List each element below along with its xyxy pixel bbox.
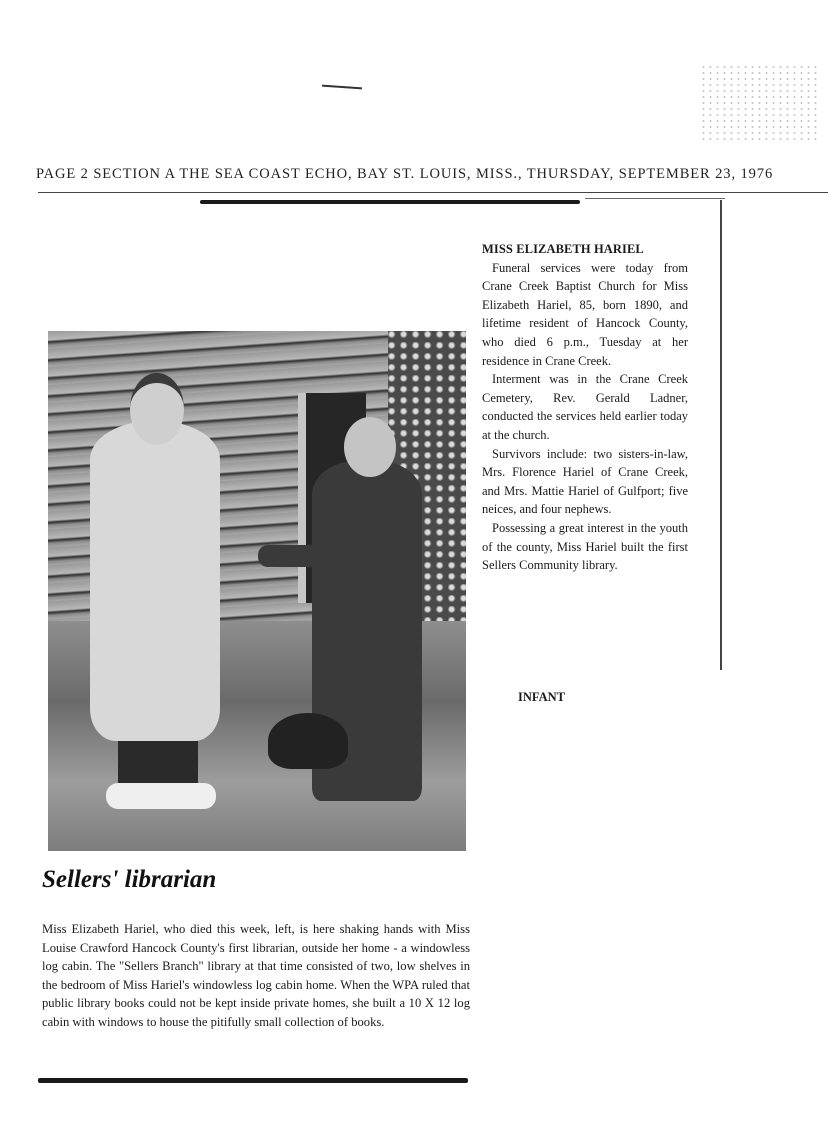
obituary-paragraph: Funeral services were today from Crane Creek Baptist Church for Miss Elizabeth Hariel, 85, born 1890, and lifetime resident of Hancock County, who died 6 p.m., Tuesday at her residence in Crane Creek. bbox=[482, 260, 688, 368]
obituary-paragraph: Survivors include: two sisters-in-law, Mrs. Florence Hariel of Crane Creek, and Mrs. Mattie Hariel of Gulfport; five neices, and four nephews. bbox=[482, 446, 688, 517]
dog-shadow bbox=[268, 713, 348, 769]
woman-shoes bbox=[106, 783, 216, 809]
next-article-heading: INFANT bbox=[518, 690, 565, 704]
woman-figure bbox=[90, 421, 220, 741]
second-woman-head bbox=[344, 417, 396, 477]
clipping-edge-right bbox=[720, 200, 722, 670]
column-rule-top bbox=[200, 200, 580, 204]
clipping-edge-top bbox=[585, 198, 725, 199]
obituary-heading: MISS ELIZABETH HARIEL bbox=[482, 242, 644, 256]
paper-speckle bbox=[700, 64, 818, 142]
obituary-paragraph: Possessing a great interest in the youth of the county, Miss Hariel built the first Sellers Community library. bbox=[482, 520, 688, 573]
column-rule-bottom bbox=[38, 1078, 468, 1083]
news-photo bbox=[48, 331, 466, 851]
newspaper-masthead: PAGE 2 SECTION A THE SEA COAST ECHO, BAY ST. LOUIS, MISS., THURSDAY, SEPTEMBER 23, 1976 bbox=[36, 166, 774, 182]
obituary-article bbox=[482, 240, 688, 660]
obituary-paragraph: Interment was in the Crane Creek Cemetery, Rev. Gerald Ladner, conducted the services held earlier today at the church. bbox=[482, 372, 688, 442]
stray-mark bbox=[322, 85, 362, 90]
caption-title: Sellers' librarian bbox=[42, 866, 217, 893]
masthead-rule bbox=[38, 192, 828, 193]
caption-body: Miss Elizabeth Hariel, who died this week, left, is here shaking hands with Miss Louise Crawford Hancock County's first librarian, outside her home - a windowless log cabin. The "Sellers Branch" library at that time consisted of two, low shelves in the bedroom of Miss Hariel's windowless log cabin home. When the WPA ruled that public library books could not be kept inside private homes, she built a 10 X 12 log cabin with windows to house the pitifully small collection of books. bbox=[42, 922, 470, 1029]
woman-head bbox=[130, 373, 184, 445]
